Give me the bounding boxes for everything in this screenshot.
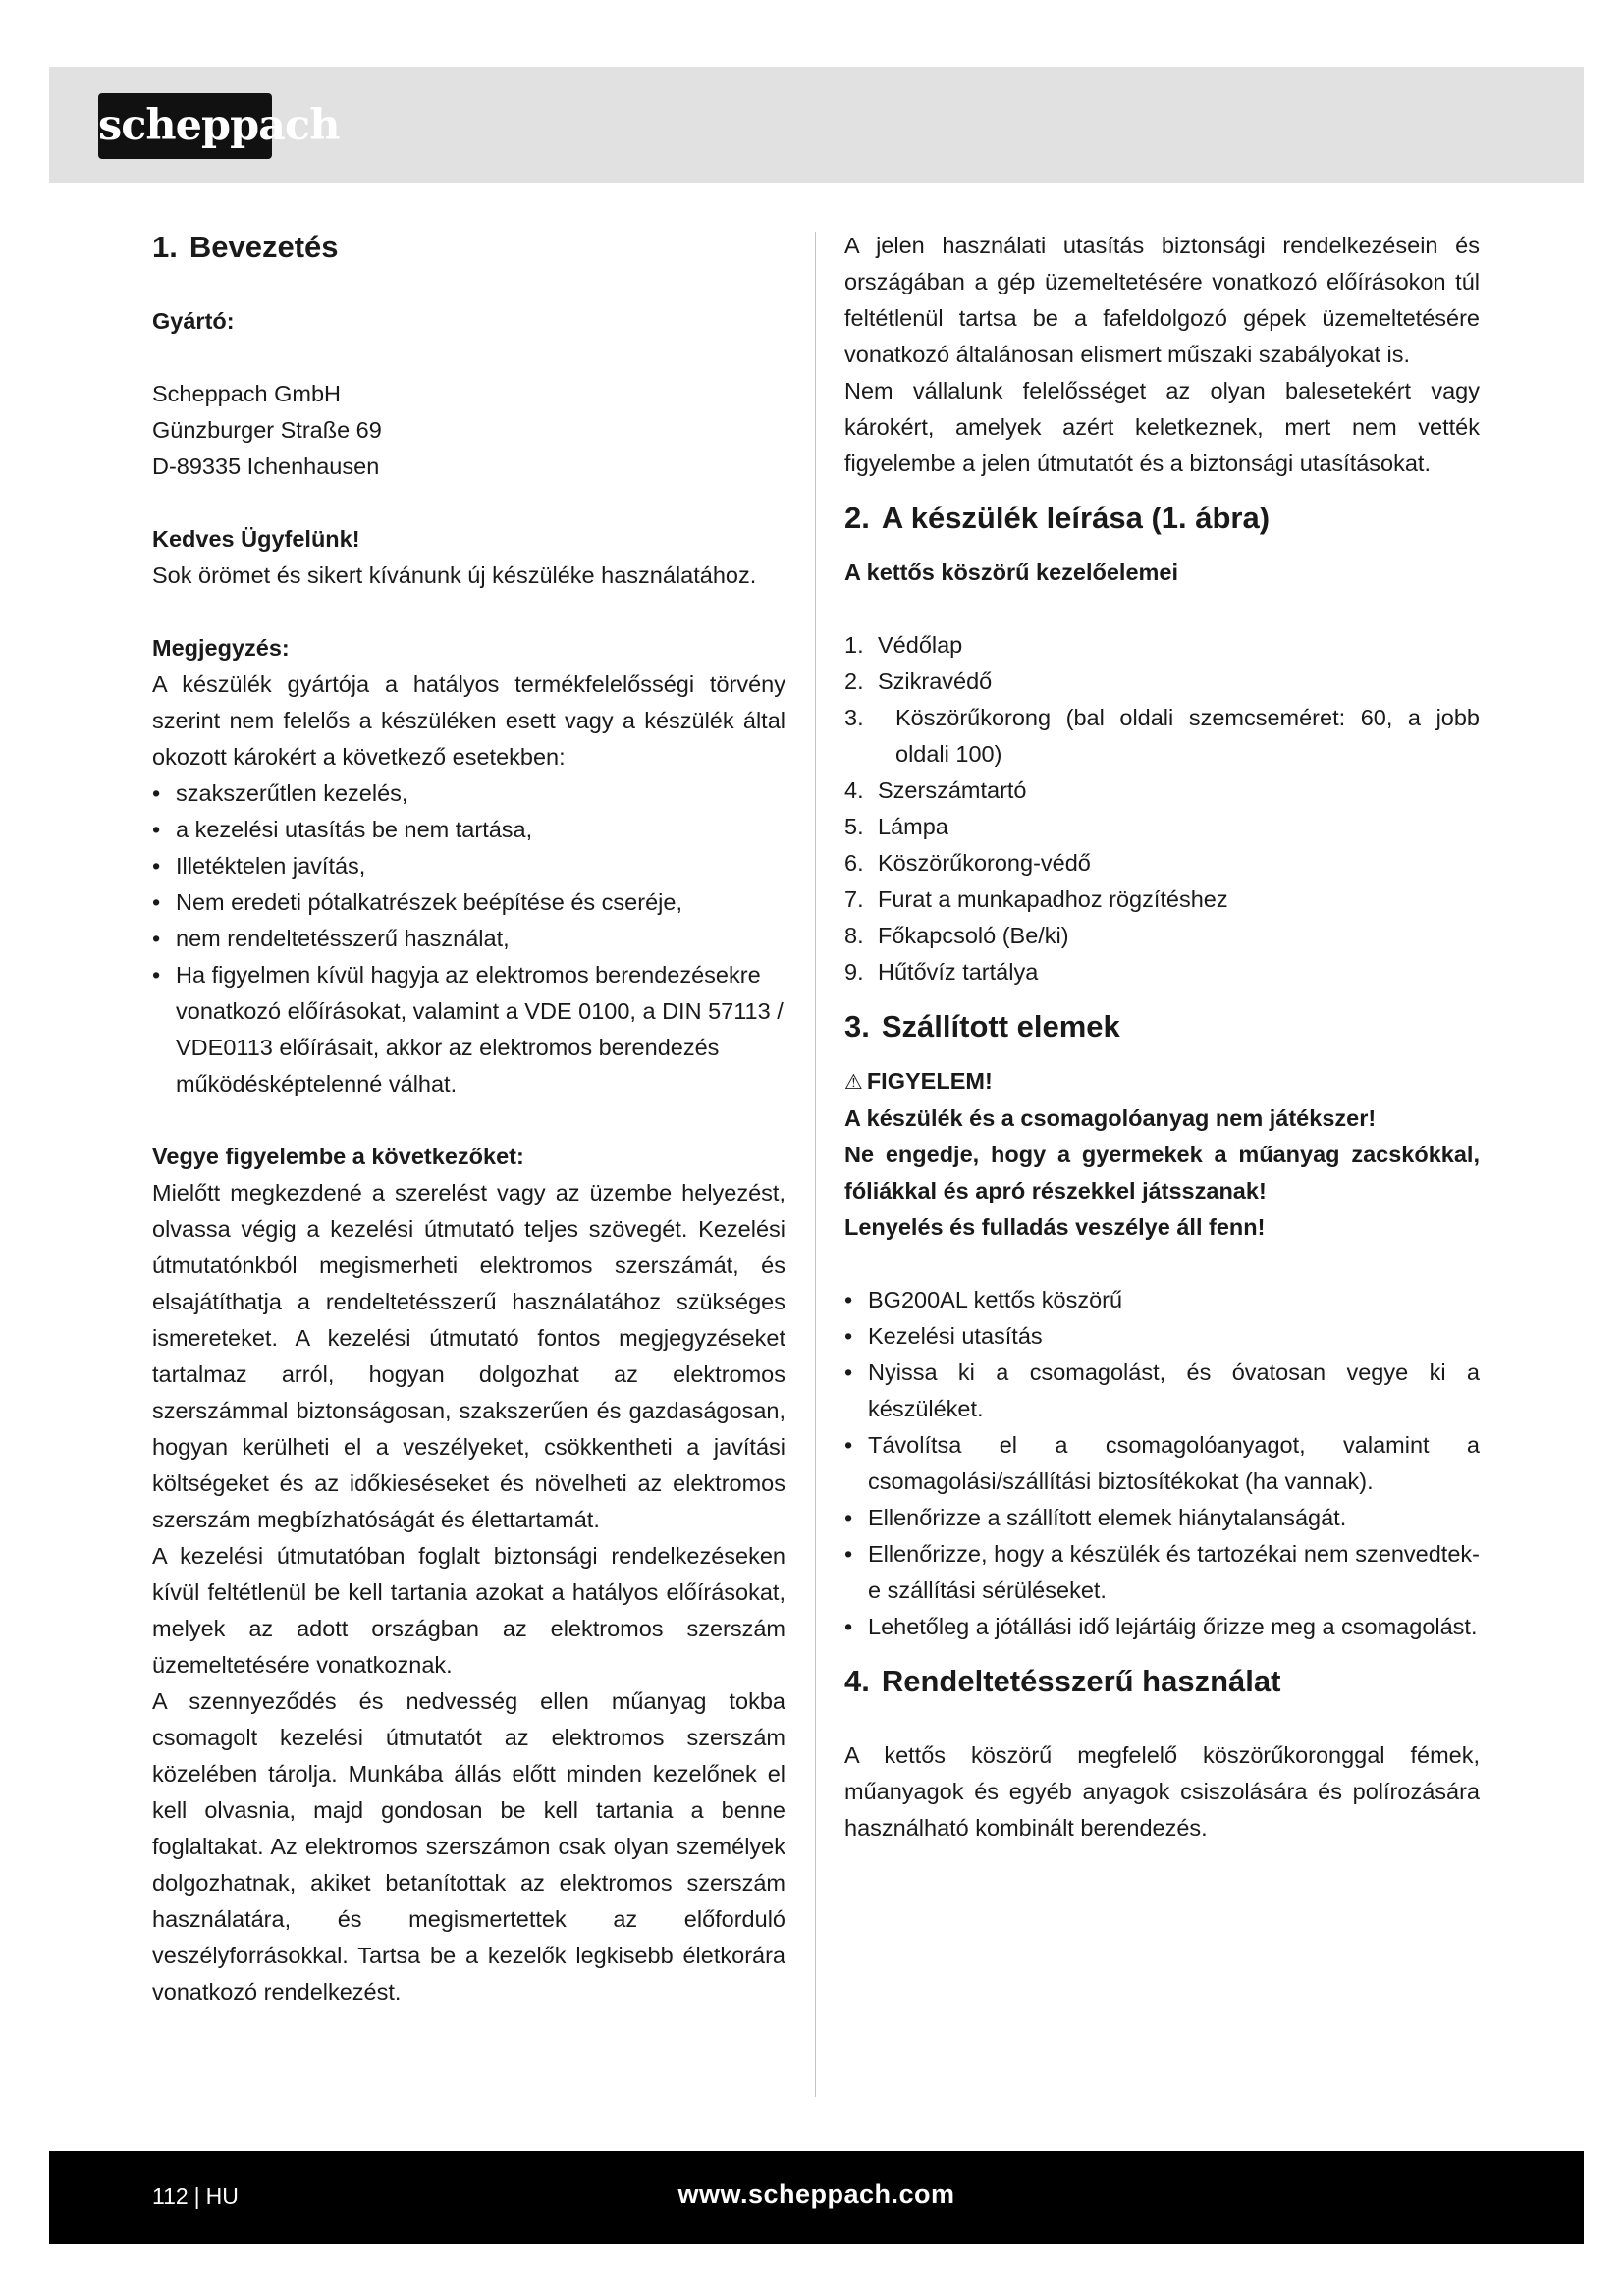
list-item: • nem rendeltetésszerű használat, <box>152 921 785 957</box>
observe-paragraph: A szennyeződés és nedvesség ellen műanyag tokba csomagolt kezelési útmutatót az elektromos szerszám közelében tárolja. Munkába állás előtt minden kezelőnek el kell olvasnia, majd gondosan be kell tartania a benne foglaltakat. Az elektromos szerszámon csak olyan személyek dolgozhatnak, akiket betanítottak az elektromos szerszám használatára, és megismertettek az előforduló veszélyforrásokkal. Tartsa be a kezelők legkisebb életkorára vonatkozó rendelkezést. <box>152 1688 785 2004</box>
list-item: • BG200AL kettős köszörű <box>844 1282 1480 1318</box>
warning-line: Ne engedje, hogy a gyermekek a műanyag zacskókkal, fóliákkal és apró részekkel játsszanak! <box>844 1142 1480 1203</box>
list-item: • szakszerűtlen kezelés, <box>152 775 785 812</box>
parts-list <box>844 627 1480 990</box>
section-3-heading: 3. Szállított elemek <box>844 1009 1120 1043</box>
list-item: • a kezelési utasítás be nem tartása, <box>152 812 785 848</box>
list-item: • Távolítsa el a csomagolóanyagot, valamint a csomagolási/szállítási biztosítékokat (ha vannak). <box>844 1427 1480 1500</box>
usage-text: A kettős köszörű megfelelő köszörűkoronggal fémek, műanyagok és egyéb anyagok csiszolására és polírozására használható kombinált berendezés. <box>844 1742 1480 1841</box>
page-header <box>49 67 1584 183</box>
warning-heading: ⚠ FIGYELEM! <box>844 1068 993 1094</box>
greeting-title: Kedves Ügyfelünk! <box>152 526 360 552</box>
scheppach-logo: scheppach <box>98 93 272 159</box>
address-line: D-89335 Ichenhausen <box>152 454 380 479</box>
observe-title: Vegye figyelembe a következőket: <box>152 1144 524 1169</box>
section-2-heading: 2. A készülék leírása (1. ábra) <box>844 501 1271 535</box>
list-item: • Ha figyelmen kívül hagyja az elektromos berendezésekre vonatkozó előírásokat, valamint a VDE 0100, a DIN 57113 / VDE0113 előírásait, akkor az elektromos berendezés működésképtelenné válhat. <box>152 957 785 1102</box>
list-item: • Nem eredeti pótalkatrészek beépítése és cseréje, <box>152 884 785 921</box>
greeting-text: Sok örömet és sikert kívánunk új készüléke használatához. <box>152 562 757 588</box>
part-item: 7. Furat a munkapadhoz rögzítéshez <box>844 886 1228 912</box>
manufacturer-label: Gyártó: <box>152 308 235 334</box>
delivery-list <box>844 1282 1480 1645</box>
list-item: • Ellenőrizze a szállított elemek hiánytalanságát. <box>844 1500 1480 1536</box>
part-item: 6. Köszörűkorong-védő <box>844 850 1091 876</box>
observe-paragraph: Mielőtt megkezdené a szerelést vagy az üzembe helyezést, olvassa végig a kezelési útmutató teljes szövegét. Kezelési útmutatónkból megismerheti elektromos szerszámát, és elsajátíthatja a rendeltetésszerű használatához szükséges ismereteket. A kezelési útmutató fontos megjegyzéseket tartalmaz arról, hogyan dolgozhat az elektromos szerszámmal biztonságosan, szakszerűen és gazdaságosan, hogyan kerülheti el a veszélyeket, csökkentheti a javítási költségeket és az időkieséseket és növelheti az elektromos szerszám megbízhatóságát és élettartamát. <box>152 1180 785 1532</box>
part-item: 4. Szerszámtartó <box>844 777 1027 803</box>
controls-title: A kettős köszörű kezelőelemei <box>844 560 1179 585</box>
page-number-label: 112 | HU <box>152 2183 239 2209</box>
warning-icon: ⚠ <box>844 1071 863 1094</box>
list-item: • Ellenőrizze, hogy a készülék és tartozékai nem szenvedtek-e szállítási sérüléseket. <box>844 1536 1480 1609</box>
note-text: A készülék gyártója a hatályos termékfelelősségi törvény szerint nem felelős a készüléken esett vagy a készülék által okozott károkért a következő esetekben: <box>152 671 785 770</box>
warning-line: Lenyelés és fulladás veszélye áll fenn! <box>844 1214 1266 1240</box>
left-column <box>152 228 785 2010</box>
right-column <box>844 228 1480 1846</box>
intro-paragraph: Nem vállalunk felelősséget az olyan balesetekért vagy károkért, amelyek azért keletkeznek, mert nem vették figyelembe a jelen útmutatót és a biztonsági utasításokat. <box>844 378 1480 476</box>
address-line: Günzburger Straße 69 <box>152 417 382 443</box>
section-4-heading: 4. Rendeltetésszerű használat <box>844 1664 1281 1698</box>
address-line: Scheppach GmbH <box>152 381 342 406</box>
page-number: 112 <box>152 2183 189 2209</box>
language-code: HU <box>205 2183 239 2209</box>
section-1-heading: 1. Bevezetés <box>152 230 339 264</box>
part-item: 8. Főkapcsoló (Be/ki) <box>844 923 1069 948</box>
list-item: • Nyissa ki a csomagolást, és óvatosan vegye ki a készüléket. <box>844 1355 1480 1427</box>
part-item: 9. Hűtővíz tartálya <box>844 959 1039 985</box>
list-item: • Kezelési utasítás <box>844 1318 1480 1355</box>
column-divider <box>815 232 816 2097</box>
list-item: • Lehetőleg a jótállási idő lejártáig őrizze meg a csomagolást. <box>844 1609 1480 1645</box>
note-list <box>152 775 785 1102</box>
warning-line: A készülék és a csomagolóanyag nem játékszer! <box>844 1105 1377 1131</box>
part-item: 3. Köszörűkorong (bal oldali szemcseméret: 60, a jobb oldali 100) <box>844 705 1480 767</box>
website-link[interactable]: www.scheppach.com <box>677 2179 955 2209</box>
part-item: 5. Lámpa <box>844 814 948 839</box>
list-item: • Illetéktelen javítás, <box>152 848 785 884</box>
intro-paragraph: A jelen használati utasítás biztonsági rendelkezésein és országában a gép üzemeltetésére vonatkozó előírásokon túl feltétlenül tartsa be a fafeldolgozó gépek üzemeltetésére vonatkozó általánosan elismert műszaki szabályokat is. <box>844 233 1480 367</box>
part-item: 2. Szikravédő <box>844 668 993 694</box>
note-title: Megjegyzés: <box>152 635 290 661</box>
part-item: 1. Védőlap <box>844 632 963 658</box>
observe-paragraph: A kezelési útmutatóban foglalt biztonsági rendelkezéseken kívül feltétlenül be kell tartania azokat a hatályos előírásokat, melyek az adott országban az elektromos szerszám üzemeltetésére vonatkoznak. <box>152 1543 785 1678</box>
page-footer <box>49 2151 1584 2244</box>
